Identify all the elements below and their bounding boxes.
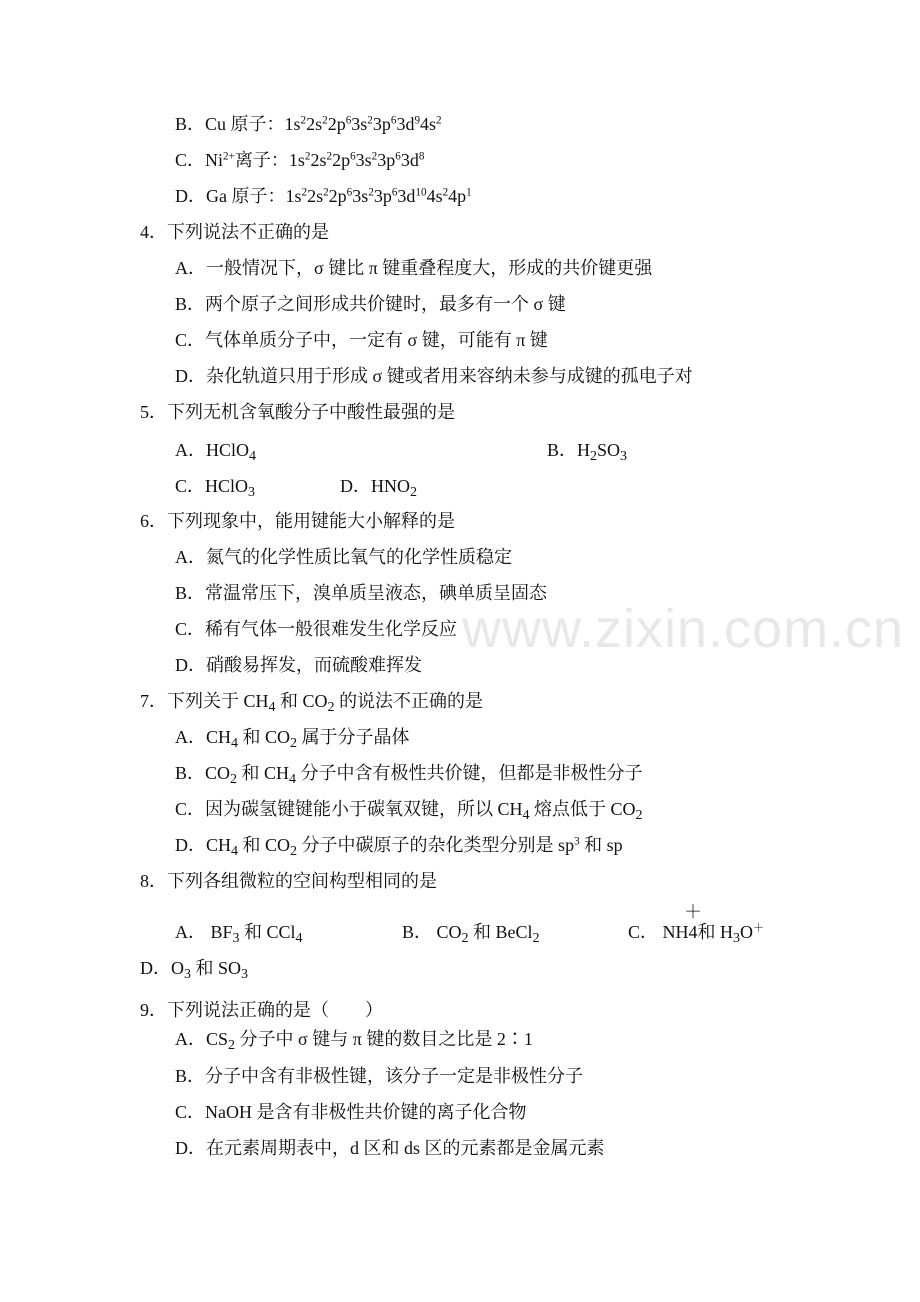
text-run: D．在元素周期表中，d 区和 ds 区的元素都是金属元素 xyxy=(175,1138,605,1158)
text-run: D．HNO xyxy=(340,476,410,496)
text-run: 和 CO xyxy=(238,727,291,747)
q7-option-a xyxy=(175,725,410,749)
sup-text: 10 xyxy=(415,186,427,199)
text-run: C．Ni xyxy=(175,150,224,170)
text-run: 和 BeCl xyxy=(468,922,533,942)
text-run: A．氮气的化学性质比氧气的化学性质稳定 xyxy=(175,547,512,567)
q8-option-a xyxy=(175,920,303,944)
sub-text: 3 xyxy=(248,483,256,500)
sub-text: 2 xyxy=(230,770,238,787)
text-run: D．O xyxy=(140,958,184,978)
text-run: 5．下列无机含氧酸分子中酸性最强的是 xyxy=(140,402,455,422)
text-run: 9．下列说法正确的是（ ） xyxy=(140,1000,383,1020)
q4-stem xyxy=(140,220,329,244)
sup-text: 2 xyxy=(368,186,374,199)
text-run: 4．下列说法不正确的是 xyxy=(140,222,329,242)
text-run: C．气体单质分子中，一定有 σ 键，可能有 π 键 xyxy=(175,330,548,350)
q7-option-d xyxy=(175,833,623,857)
sub-text: 4 xyxy=(295,929,303,946)
text-run: B．两个原子之间形成共价键时，最多有一个 σ 键 xyxy=(175,294,566,314)
text-run: O xyxy=(740,922,754,942)
text-run: 和 SO xyxy=(191,958,242,978)
sub-text: 4 xyxy=(289,770,297,787)
text-run: D．硝酸易挥发，而硫酸难挥发 xyxy=(175,655,422,675)
sup-text: 8 xyxy=(418,150,425,163)
text-run: 3p xyxy=(372,114,391,134)
text-run: B．CO xyxy=(175,763,231,783)
text-run: 3p xyxy=(373,186,392,206)
sub-text: 2 xyxy=(290,734,298,751)
sup-text: 2 xyxy=(436,114,442,127)
sup-text: 6 xyxy=(350,150,356,163)
text-run: 3d xyxy=(396,114,415,134)
text-run: 和 CO xyxy=(275,691,328,711)
text-run: A．一般情况下，σ 键比 π 键重叠程度大，形成的共价键更强 xyxy=(175,258,653,278)
sup-text: 6 xyxy=(390,114,397,127)
text-run: A．CH xyxy=(175,727,232,747)
sup-text: 2 xyxy=(323,186,329,199)
q8-option-d xyxy=(140,956,248,980)
sup-text: 6 xyxy=(346,186,353,199)
sub-text: 2 xyxy=(590,447,598,464)
text-run: D．Ga 原子：1s xyxy=(175,186,302,206)
text-run: 4s xyxy=(420,114,437,134)
q4-option-c xyxy=(175,328,548,352)
sup-text: 9 xyxy=(414,114,421,127)
stack-text: 4 ＋ xyxy=(684,901,703,942)
sub-text: 2 xyxy=(461,929,469,946)
text-run: C．HClO xyxy=(175,476,249,496)
sub-text: 3 xyxy=(733,929,741,946)
q4-option-b xyxy=(175,292,566,316)
text-run: C．因为碳氢键键能小于碳氧双键，所以 CH xyxy=(175,799,523,819)
text-run: 和 CCl xyxy=(239,922,296,942)
text-run: 6．下列现象中，能用键能大小解释的是 xyxy=(140,511,455,531)
q5-stem xyxy=(140,400,455,424)
text-run: C．稀有气体一般很难发生化学反应 xyxy=(175,619,458,639)
text-run: 2s xyxy=(310,150,327,170)
text-run: C． NH xyxy=(628,922,689,942)
text-run: B． CO xyxy=(402,922,462,942)
sub-text: 3 xyxy=(620,447,628,464)
sub-text: 4 xyxy=(231,842,239,859)
q6-option-c xyxy=(175,617,457,641)
text-run: A． BF xyxy=(175,922,233,942)
text-run: 和 sp xyxy=(579,835,623,855)
q9-option-d xyxy=(175,1136,605,1160)
q6-option-b xyxy=(175,581,547,605)
q8-option-b xyxy=(402,920,540,944)
text-run: C．NaOH 是含有非极性共价键的离子化合物 xyxy=(175,1102,527,1122)
text-run: 3s xyxy=(351,114,368,134)
q5-option-d xyxy=(340,474,417,498)
text-run: 2p xyxy=(328,186,347,206)
sub-text: 3 xyxy=(241,965,249,982)
q9-option-c xyxy=(175,1100,527,1124)
sup-text: 2 xyxy=(326,150,333,163)
text-run: SO xyxy=(597,440,621,460)
text-run: B．H xyxy=(547,440,591,460)
text-run: 和 H xyxy=(697,922,734,942)
text-run: 2s xyxy=(307,186,324,206)
sub-text: 4 xyxy=(268,698,276,715)
sup-text: 2 xyxy=(322,114,328,127)
sub-text: 2 xyxy=(532,929,540,946)
text-run: 分子中碳原子的杂化类型分别是 sp xyxy=(297,835,575,855)
text-run: 8．下列各组微粒的空间构型相同的是 xyxy=(140,871,437,891)
q4-option-a xyxy=(175,256,652,280)
text-run: A．CS xyxy=(175,1029,229,1049)
sup-text: 2+ xyxy=(223,150,235,163)
sub-text: 3 xyxy=(184,965,192,982)
sup-text: 3 xyxy=(574,835,580,848)
q9-option-b xyxy=(175,1064,583,1088)
text-run: D．CH xyxy=(175,835,232,855)
sup-text: 6 xyxy=(395,150,401,163)
q3-option-b xyxy=(175,112,442,136)
text-run: D．杂化轨道只用于形成 σ 键或者用来容纳未参与成键的孤电子对 xyxy=(175,366,693,386)
q8-option-c xyxy=(628,901,765,946)
q5-option-b xyxy=(547,438,627,462)
text-run: 4s xyxy=(426,186,443,206)
sub-text: 4 xyxy=(249,447,257,464)
sup-text: 2 xyxy=(371,150,378,163)
q6-option-d xyxy=(175,653,422,677)
watermark: www.zixin.com.cn xyxy=(462,599,905,659)
text-run: 3s xyxy=(352,186,369,206)
sup-text: ＋ xyxy=(753,922,765,935)
sup-text: 2 xyxy=(367,114,373,127)
q7-option-b xyxy=(175,761,643,785)
sup-text: 1 xyxy=(466,186,472,199)
q9-stem xyxy=(140,998,383,1022)
sup-text: 6 xyxy=(345,114,352,127)
sup-text: 2 xyxy=(301,186,308,199)
q5-option-a xyxy=(175,438,256,462)
sub-text: 2 xyxy=(635,806,643,823)
text-run: 2p xyxy=(332,150,351,170)
q7-stem xyxy=(140,689,483,713)
sub-text: 4 xyxy=(522,806,530,823)
text-run: B．Cu 原子：1s xyxy=(175,114,301,134)
text-run: 分子中 σ 键与 π 键的数目之比是 2∶1 xyxy=(235,1029,533,1049)
q6-option-a xyxy=(175,545,512,569)
text-run: 7．下列关于 CH xyxy=(140,691,269,711)
text-run: A．HClO xyxy=(175,440,250,460)
sub-text: 2 xyxy=(228,1036,236,1053)
q4-option-d xyxy=(175,364,693,388)
text-run: 3s xyxy=(355,150,372,170)
q6-stem xyxy=(140,509,455,533)
sub-text: 2 xyxy=(327,698,335,715)
sup-text: 2 xyxy=(442,186,449,199)
q3-option-d xyxy=(175,184,472,208)
text-run: B．分子中含有非极性键，该分子一定是非极性分子 xyxy=(175,1066,584,1086)
sub-text: 3 xyxy=(232,929,240,946)
sup-text: 2 xyxy=(300,114,307,127)
sub-text: 2 xyxy=(410,483,418,500)
text-run: 和 CH xyxy=(237,763,290,783)
text-run: 3d xyxy=(397,186,416,206)
text-run: 分子中含有极性共价键，但都是非极性分子 xyxy=(296,763,643,783)
sub-text: 4 xyxy=(231,734,239,751)
sup-text: 2 xyxy=(304,150,311,163)
sup-text: 6 xyxy=(391,186,398,199)
q7-option-c xyxy=(175,797,643,821)
q3-option-c xyxy=(175,148,424,172)
text-run: 属于分子晶体 xyxy=(297,727,410,747)
text-run: B．常温常压下，溴单质呈液态，碘单质呈固态 xyxy=(175,583,548,603)
text-run: 4p xyxy=(448,186,467,206)
text-run: 2p xyxy=(327,114,346,134)
text-run: 2s xyxy=(306,114,323,134)
text-run: 熔点低于 CO xyxy=(529,799,636,819)
text-run: 3d xyxy=(400,150,419,170)
q8-stem xyxy=(140,869,437,893)
over-text: ＋ xyxy=(684,901,703,922)
text-run: 和 CO xyxy=(238,835,291,855)
text-run: 离子：1s xyxy=(234,150,305,170)
text-run: 的说法不正确的是 xyxy=(334,691,484,711)
sub-text: 2 xyxy=(290,842,298,859)
text-run: 3p xyxy=(377,150,396,170)
q9-option-a xyxy=(175,1027,533,1051)
q5-option-c xyxy=(175,474,255,498)
